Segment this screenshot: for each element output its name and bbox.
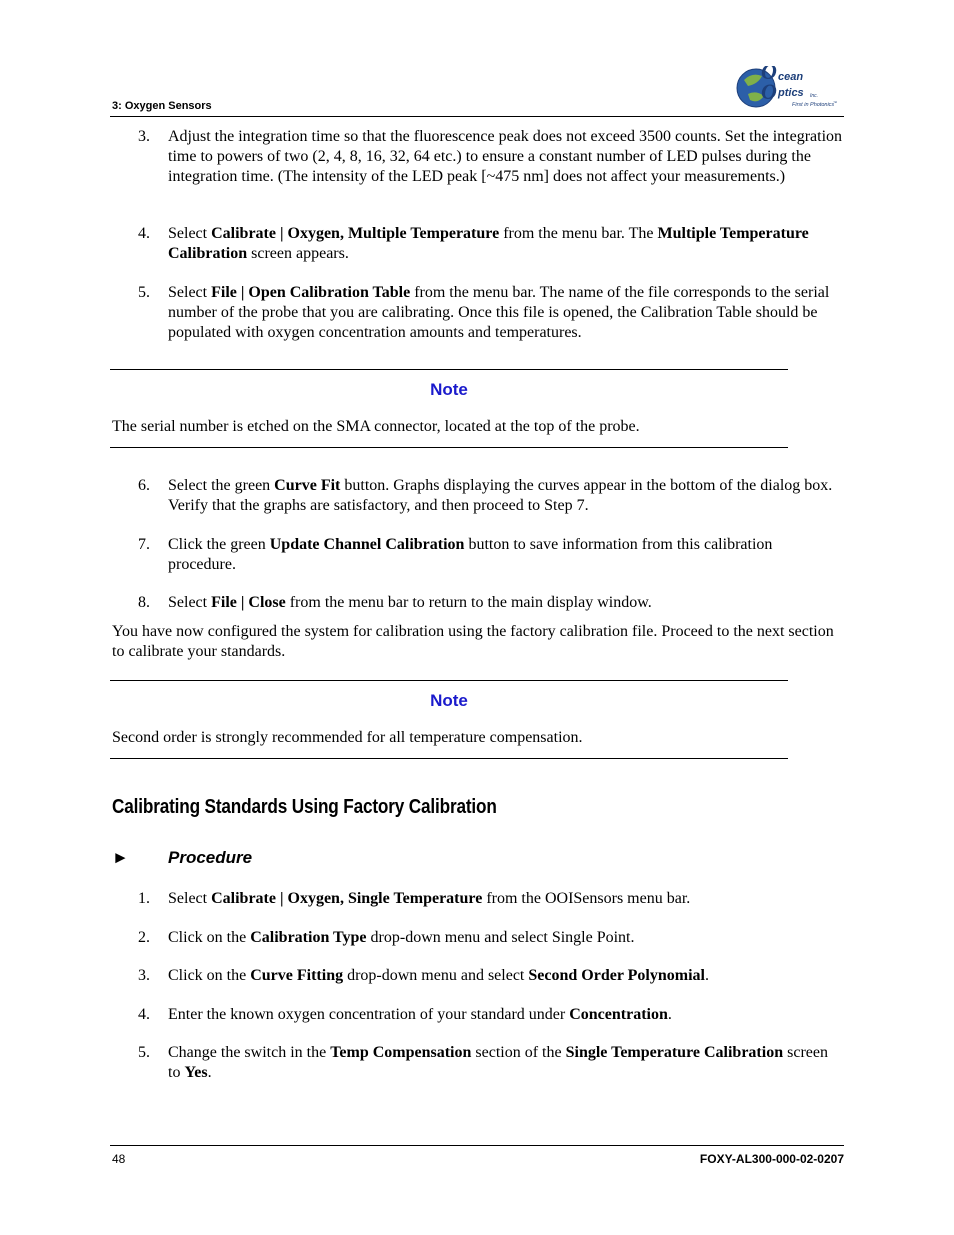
step-text: Change the switch in the Temp Compensation section of the Single Temperature Calibration screen to Yes. [168, 1044, 828, 1081]
step-7 [110, 535, 844, 575]
procedure-step-5 [110, 1043, 844, 1083]
svg-text:Inc.: Inc. [810, 93, 819, 99]
note-title: Note [430, 691, 468, 710]
step-number: 5. [138, 284, 150, 301]
procedure-step-3 [110, 966, 844, 986]
summary-paragraph: You have now configured the system for calibration using the factory calibration file. Proceed to the next section to calibrate your standards. [112, 623, 834, 660]
step-5a [110, 283, 844, 343]
procedure-step-4 [110, 1005, 844, 1025]
section-heading: Calibrating Standards Using Factory Calibration [112, 796, 497, 818]
step-number: 4. [138, 1006, 150, 1023]
step-text: Select File | Open Calibration Table from the menu bar. The name of the file corresponds to the serial number of the probe that you are calibrating. Once this file is opened, the Calibration Table should be populated with oxygen concentration amounts and temperatures. [168, 284, 830, 341]
procedure-step-2 [110, 928, 844, 948]
footer-rule [110, 1145, 844, 1146]
step-text: Enter the known oxygen concentration of your standard under Concentration. [168, 1006, 672, 1023]
svg-text:ptics: ptics [778, 87, 804, 99]
step-number: 6. [138, 477, 150, 494]
step-text: Select the green Curve Fit button. Graphs displaying the curves appear in the bottom of the dialog box. Verify that the graphs are satisfactory, and then proceed to Step 7. [168, 477, 833, 514]
procedure-label: Procedure [168, 848, 253, 867]
svg-text:O: O [761, 66, 777, 84]
step-3a [110, 127, 844, 187]
note-text: The serial number is etched on the SMA connector, located at the top of the probe. [112, 418, 640, 435]
step-text: Click on the Curve Fitting drop-down menu and select Second Order Polynomial. [168, 967, 709, 984]
svg-text:First in Photonics: First in Photonics [792, 102, 835, 108]
svg-text:cean: cean [778, 71, 804, 83]
svg-text:™: ™ [833, 100, 837, 105]
document-id: FOXY-AL300-000-02-0207 [699, 1152, 844, 1166]
step-8 [110, 593, 844, 613]
step-number: 7. [138, 536, 150, 553]
svg-text:O: O [761, 79, 777, 104]
step-4a [110, 224, 844, 264]
ocean-optics-logo [734, 66, 844, 112]
step-number: 3. [138, 128, 150, 145]
note-text: Second order is strongly recommended for all temperature compensation. [112, 729, 583, 746]
step-text: Click the green Update Channel Calibration button to save information from this calibration procedure. [168, 536, 773, 573]
step-text: Click on the Calibration Type drop-down menu and select Single Point. [168, 929, 635, 946]
step-number: 1. [138, 890, 150, 907]
note-box-second-order [110, 680, 788, 759]
header-rule [110, 116, 844, 117]
step-number: 3. [138, 967, 150, 984]
step-text: Select File | Close from the menu bar to return to the main display window. [168, 594, 652, 611]
step-number: 4. [138, 225, 150, 242]
step-number: 2. [138, 929, 150, 946]
step-text: Select Calibrate | Oxygen, Multiple Temperature from the menu bar. The Multiple Temperature Calibration screen appears. [168, 225, 809, 262]
step-number: 8. [138, 594, 150, 611]
note-title: Note [430, 380, 468, 399]
procedure-step-1 [110, 889, 844, 909]
arrow-icon: ► [112, 848, 129, 867]
step-6 [110, 476, 844, 516]
running-header: 3: Oxygen Sensors [112, 100, 212, 112]
step-number: 5. [138, 1044, 150, 1061]
page-number: 48 [112, 1152, 126, 1166]
step-text: Adjust the integration time so that the fluorescence peak does not exceed 3500 counts. Set the integration time to powers of two (2, 4, 8, 16, 32, 64 etc.) to ensure a constant number of LED pulses during the integration time. (The intensity of the LED peak [~475 nm] does not affect your measurements.) [168, 128, 843, 185]
step-text: Select Calibrate | Oxygen, Single Temperature from the OOISensors menu bar. [168, 890, 691, 907]
note-box-serial [110, 369, 788, 448]
